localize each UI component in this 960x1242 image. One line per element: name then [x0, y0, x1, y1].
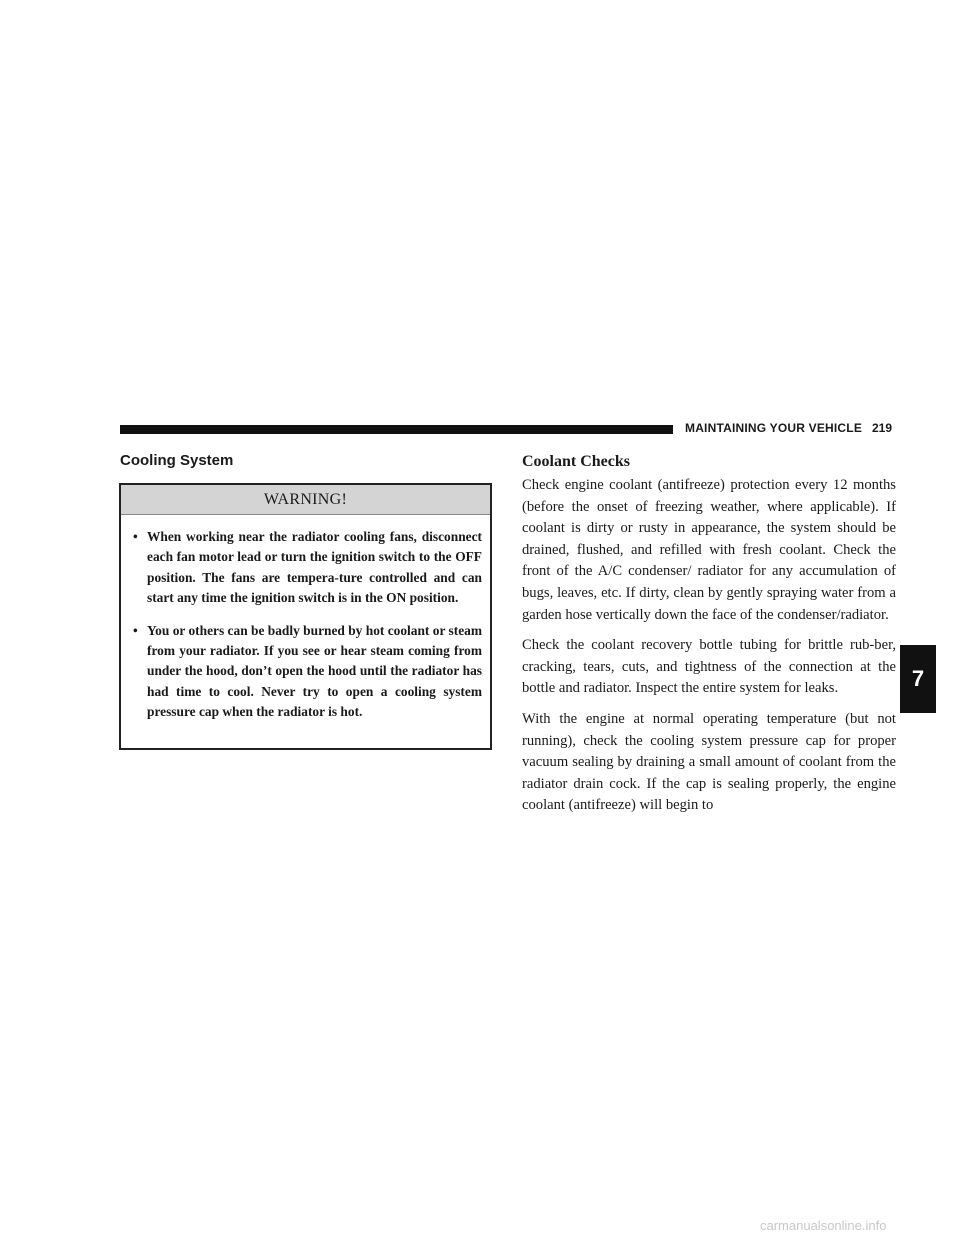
running-header-section: MAINTAINING YOUR VEHICLE	[685, 421, 863, 435]
bullet-icon: •	[133, 529, 138, 544]
warning-item	[133, 527, 482, 609]
warning-box	[119, 483, 492, 750]
page-number: 219	[872, 421, 893, 435]
subsection-title: Coolant Checks	[522, 453, 631, 470]
section-title: Cooling System	[120, 452, 234, 469]
right-column	[522, 452, 896, 826]
bullet-icon: •	[133, 622, 138, 638]
warning-list	[121, 515, 490, 723]
paragraph: Check the coolant recovery bottle tubing for brittle rub-ber, cracking, tears, cuts, and tightness of the connection at the bottle and radiator. Inspect the entire system for leaks.	[522, 637, 896, 697]
warning-item-text: When working near the radiator cooling fans, disconnect each fan motor lead or turn the ignition switch to the OFF position. The fans are tempera-ture controlled and can start any time the ignition switch is in the ON position.	[147, 529, 482, 606]
warning-title: WARNING!	[121, 485, 490, 515]
header-rule	[120, 425, 673, 434]
paragraph: With the engine at normal operating temperature (but not running), check the cooling system pressure cap for proper vacuum sealing by draining a small amount of coolant from the radiator drain cock. If the cap is sealing properly, the engine coolant (antifreeze) will begin to	[522, 710, 896, 814]
chapter-tab: 7	[900, 645, 936, 713]
warning-item-text: You or others can be badly burned by hot coolant or steam from your radiator. If you see or hear steam coming from under the hood, don’t open the hood until the radiator has had time to cool. Never try to open a cooling system pressure cap when the radiator is hot.	[147, 622, 482, 720]
watermark: carmanualsonline.info	[760, 1218, 887, 1233]
warning-item	[133, 621, 482, 723]
paragraph: Check engine coolant (antifreeze) protection every 12 months (before the onset of freezing weather, where applicable). If coolant is dirty or rusty in appearance, the system should be drained, flushed, and refilled with fresh coolant. Check the front of the A/C condenser/ radiator for any accumulation of bugs, leaves, etc. If dirty, clean by gently spraying water from a garden hose vertically down the face of the condenser/radiator.	[522, 477, 896, 623]
